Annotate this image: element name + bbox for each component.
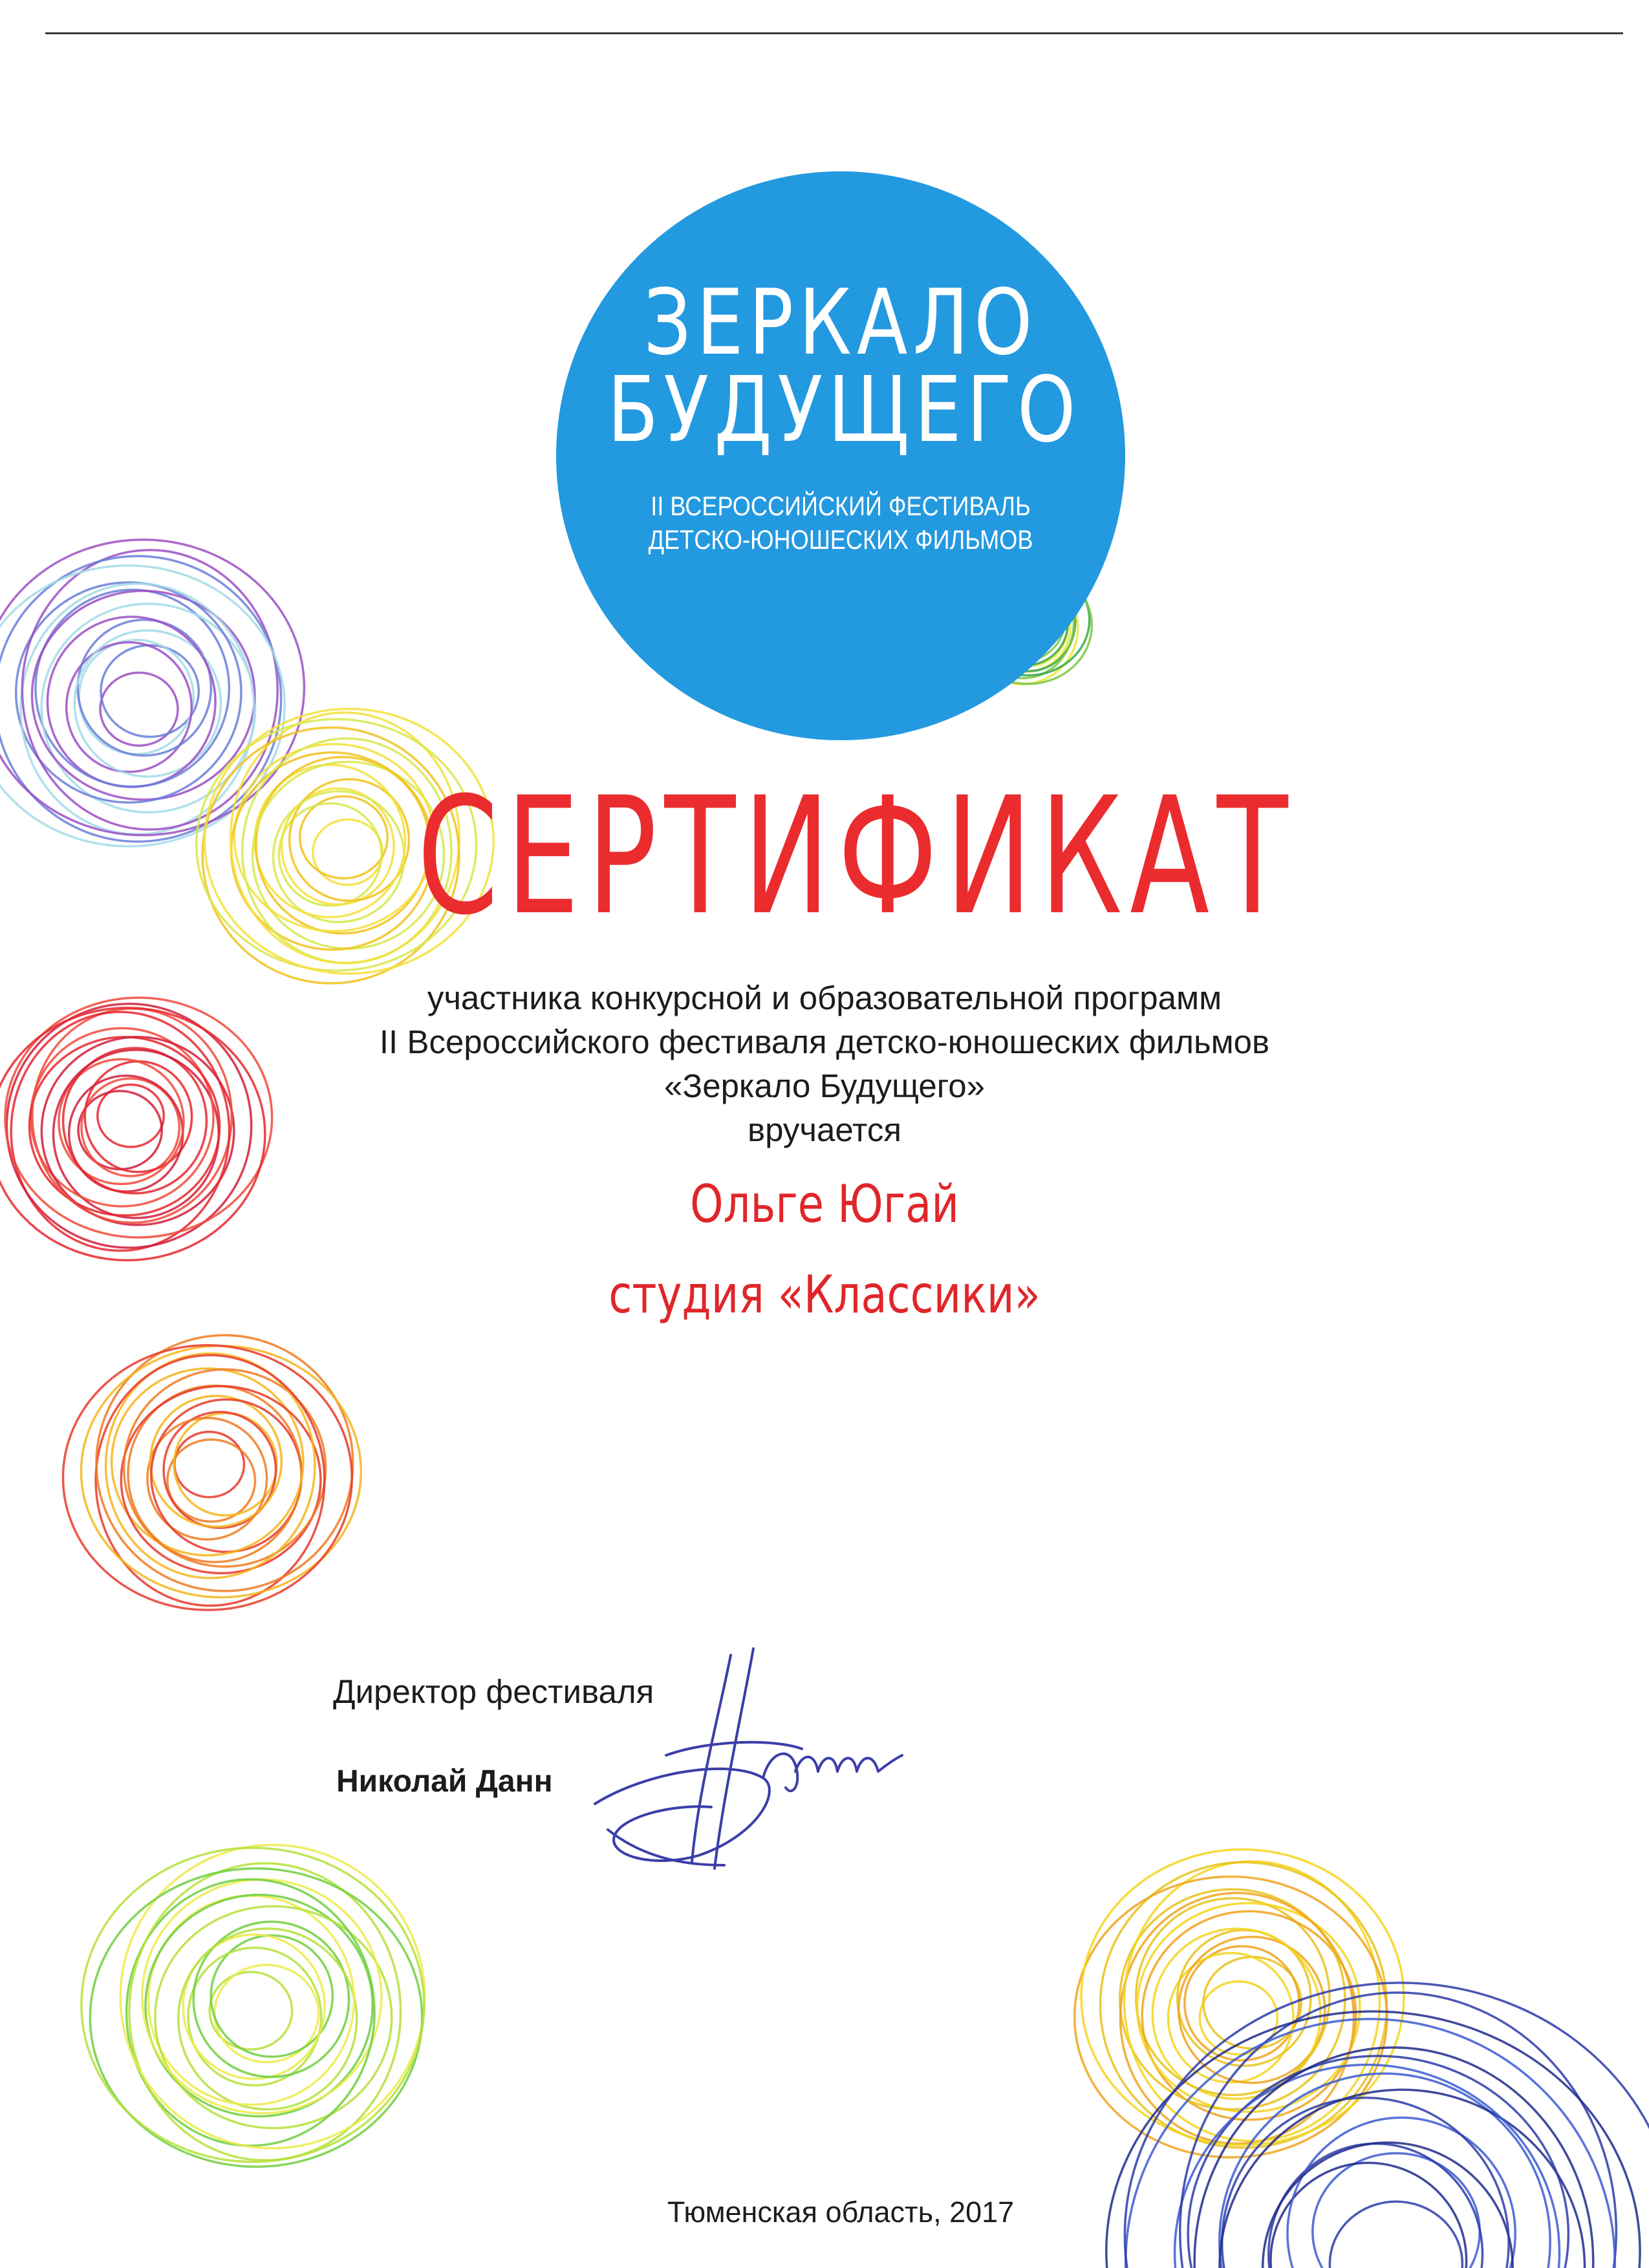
body-line-1: участника конкурсной и образовательной программ xyxy=(427,979,1222,1016)
footer-location-year: Тюменская область, 2017 xyxy=(667,2196,1015,2229)
lime-scribble-circle-stroke xyxy=(178,1929,357,2110)
signatory-role: Директор фестиваля xyxy=(333,1673,654,1710)
signatory-name: Николай Данн xyxy=(336,1764,553,1799)
blue-scribble-circle-stroke xyxy=(1330,2201,1462,2268)
logo-title-line-2: БУДУЩЕГО xyxy=(607,358,1081,463)
certificate-title: СЕРТИФИКАТ xyxy=(417,762,1296,950)
blue-scribble-circle-stroke xyxy=(1106,2011,1640,2268)
purple-scribble-circle xyxy=(0,540,304,846)
blue-scribble-circle-stroke xyxy=(1313,2153,1480,2268)
lime-scribble-circle xyxy=(81,1845,425,2167)
recipient-name: Ольге Югай xyxy=(689,1174,960,1234)
red-scribble-circle-stroke xyxy=(98,1085,164,1147)
recipient-studio: студия «Классики» xyxy=(609,1265,1040,1325)
handwritten-signature xyxy=(569,1642,905,1881)
body-line-2: II Всероссийского фестиваля детско-юношеских фильмов xyxy=(379,1023,1270,1060)
body-line-4: вручается xyxy=(748,1111,901,1148)
orange-scribble-circle-stroke xyxy=(151,1396,282,1526)
purple-scribble-circle-stroke xyxy=(41,604,255,813)
orange-scribble-circle xyxy=(63,1335,361,1610)
orange-scribble-circle-stroke xyxy=(175,1432,244,1497)
logo-subtitle-line-1: II ВСЕРОССИЙСКИЙ ФЕСТИВАЛЬ xyxy=(651,491,1031,521)
body-line-3: «Зеркало Будущего» xyxy=(664,1067,985,1104)
orange-scribble-circle-stroke xyxy=(167,1440,255,1522)
logo-subtitle-line-2: ДЕТСКО-ЮНОШЕСКИХ ФИЛЬМОВ xyxy=(648,524,1033,555)
purple-scribble-circle-stroke xyxy=(101,645,199,737)
purple-scribble-circle-stroke xyxy=(16,583,241,802)
purple-scribble-circle-stroke xyxy=(67,643,192,772)
orange-scribble-circle-stroke xyxy=(174,1413,277,1515)
lime-scribble-circle-stroke xyxy=(188,1948,321,2086)
yellow-scribble-circle-stroke xyxy=(300,797,388,879)
yellow-scribble-circle-stroke xyxy=(234,744,433,931)
purple-scribble-circle-stroke xyxy=(36,590,229,786)
logo-title-line-1: ЗЕРКАЛО xyxy=(643,270,1038,376)
